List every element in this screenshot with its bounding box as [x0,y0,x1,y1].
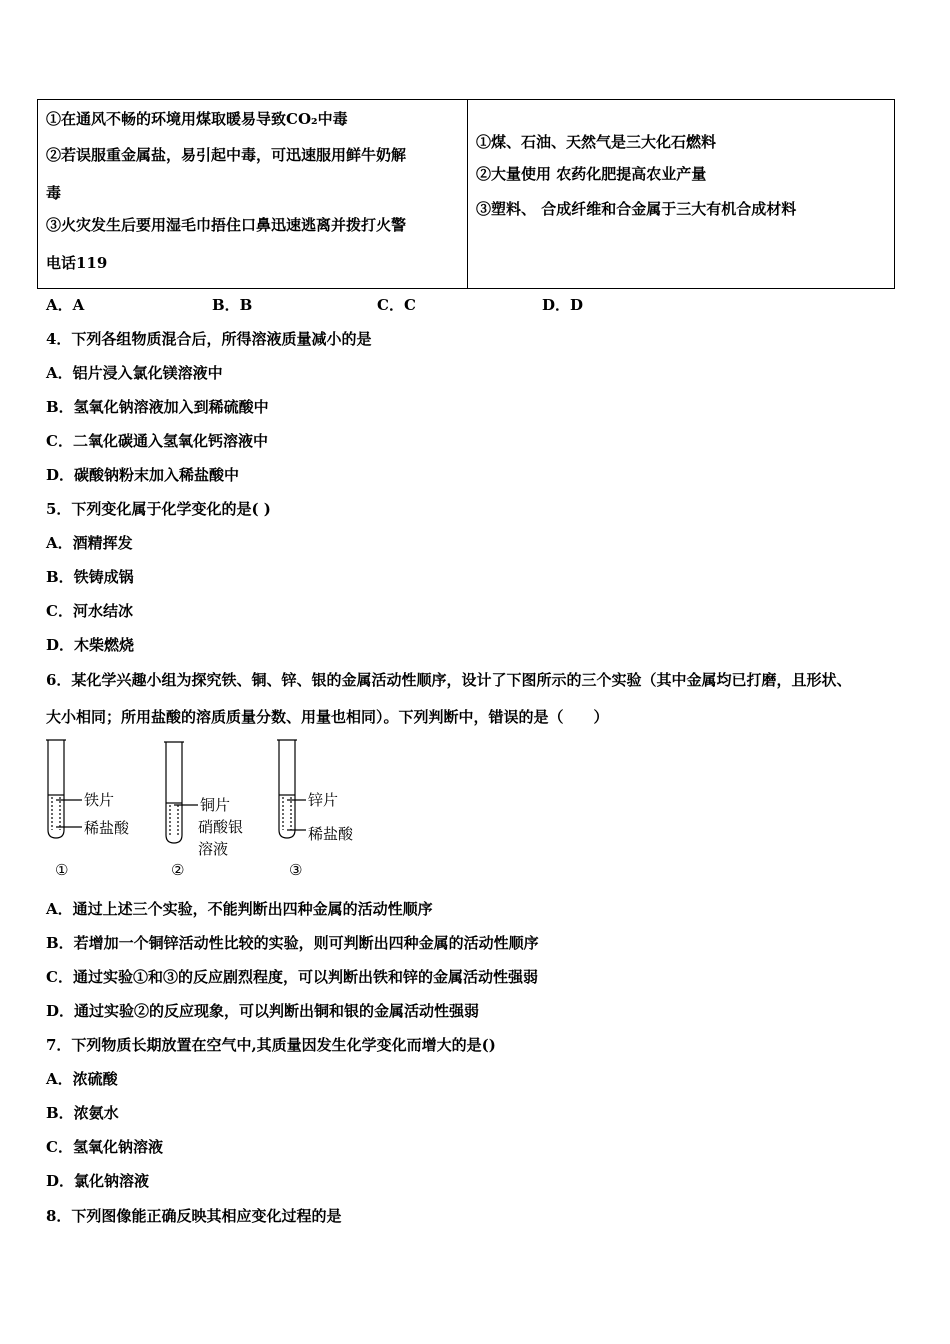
test-tube-2-icon [166,742,182,843]
q7-option-b[interactable]: B．浓氨水 [46,1104,119,1122]
q6-option-d[interactable]: D．通过实验②的反应现象，可以判断出铜和银的金属活动性强弱 [46,1002,480,1020]
q3-option-d[interactable]: D．D [542,296,584,314]
table-left-line: ③火灾发生后要用湿毛巾捂住口鼻迅速逃离并拨打火警 [46,216,407,234]
table-right-line: ②大量使用 农药化肥提高农业产量 [476,165,707,183]
q7-stem: 7．下列物质长期放置在空气中,其质量因发生化学变化而增大的是() [46,1036,496,1054]
table-right-line: ①煤、石油、天然气是三大化石燃料 [476,133,717,151]
q6-stem-line1: 6．某化学兴趣小组为探究铁、铜、锌、银的金属活动性顺序，设计了下图所示的三个实验（其中金属均已打磨，且形状、 [46,671,852,689]
test-tube-3-icon [279,740,295,838]
q7-option-c[interactable]: C．氢氧化钠溶液 [46,1138,163,1156]
q3-option-a[interactable]: A．A [46,296,85,314]
tube2-label-solution-2: 溶液 [198,840,229,858]
q8-stem: 8．下列图像能正确反映其相应变化过程的是 [46,1207,342,1225]
q3-option-b[interactable]: B．B [212,296,253,314]
table-cell-right [468,100,894,288]
experiment-figure [40,735,380,880]
table-cell-left [38,100,468,288]
table-left-line: 毒 [46,184,62,202]
tube1-label-solution: 稀盐酸 [84,819,130,837]
q4-stem: 4．下列各组物质混合后，所得溶液质量减小的是 [46,330,372,348]
q4-option-b[interactable]: B．氢氧化钠溶液加入到稀硫酸中 [46,398,269,416]
tube1-number: ① [55,861,69,879]
q4-option-c[interactable]: C．二氧化碳通入氢氧化钙溶液中 [46,432,268,450]
tube3-number: ③ [289,861,303,879]
q6-option-a[interactable]: A．通过上述三个实验，不能判断出四种金属的活动性顺序 [46,900,433,918]
q6-option-b[interactable]: B．若增加一个铜锌活动性比较的实验，则可判断出四种金属的活动性顺序 [46,934,539,952]
tube2-label-solution: 硝酸银 [198,818,244,836]
tube1-label-metal: 铁片 [84,791,115,809]
test-tubes-illustration [40,735,380,880]
q5-stem: 5．下列变化属于化学变化的是( ) [46,500,271,518]
q5-option-a[interactable]: A．酒精挥发 [46,534,133,552]
table-right-line: ③塑料、 合成纤维和合金属于三大有机合成材料 [476,200,797,218]
q5-option-c[interactable]: C．河水结冰 [46,602,133,620]
answer-table [37,99,895,289]
q7-option-d[interactable]: D．氯化钠溶液 [46,1172,150,1190]
test-tube-1-icon [48,740,64,838]
table-left-line: 电话119 [46,254,108,272]
q4-option-d[interactable]: D．碳酸钠粉末加入稀盐酸中 [46,466,240,484]
tube2-label-metal: 铜片 [200,796,231,814]
q6-stem-line2: 大小相同；所用盐酸的溶质质量分数、用量也相同）。下列判断中，错误的是（ ） [46,708,609,726]
q5-option-b[interactable]: B．铁铸成锅 [46,568,134,586]
q5-option-d[interactable]: D．木柴燃烧 [46,636,135,654]
q4-option-a[interactable]: A．铝片浸入氯化镁溶液中 [46,364,223,382]
tube3-label-solution: 稀盐酸 [308,825,354,843]
q7-option-a[interactable]: A．浓硫酸 [46,1070,118,1088]
q6-option-c[interactable]: C．通过实验①和③的反应剧烈程度，可以判断出铁和锌的金属活动性强弱 [46,968,538,986]
tube2-number: ② [171,861,185,879]
table-left-line: ①在通风不畅的环境用煤取暖易导致CO₂中毒 [46,110,348,128]
table-left-line: ②若误服重金属盐，易引起中毒，可迅速服用鲜牛奶解 [46,146,407,164]
q3-option-c[interactable]: C．C [377,296,416,314]
tube3-label-metal: 锌片 [308,791,339,809]
q3-options [46,294,646,314]
